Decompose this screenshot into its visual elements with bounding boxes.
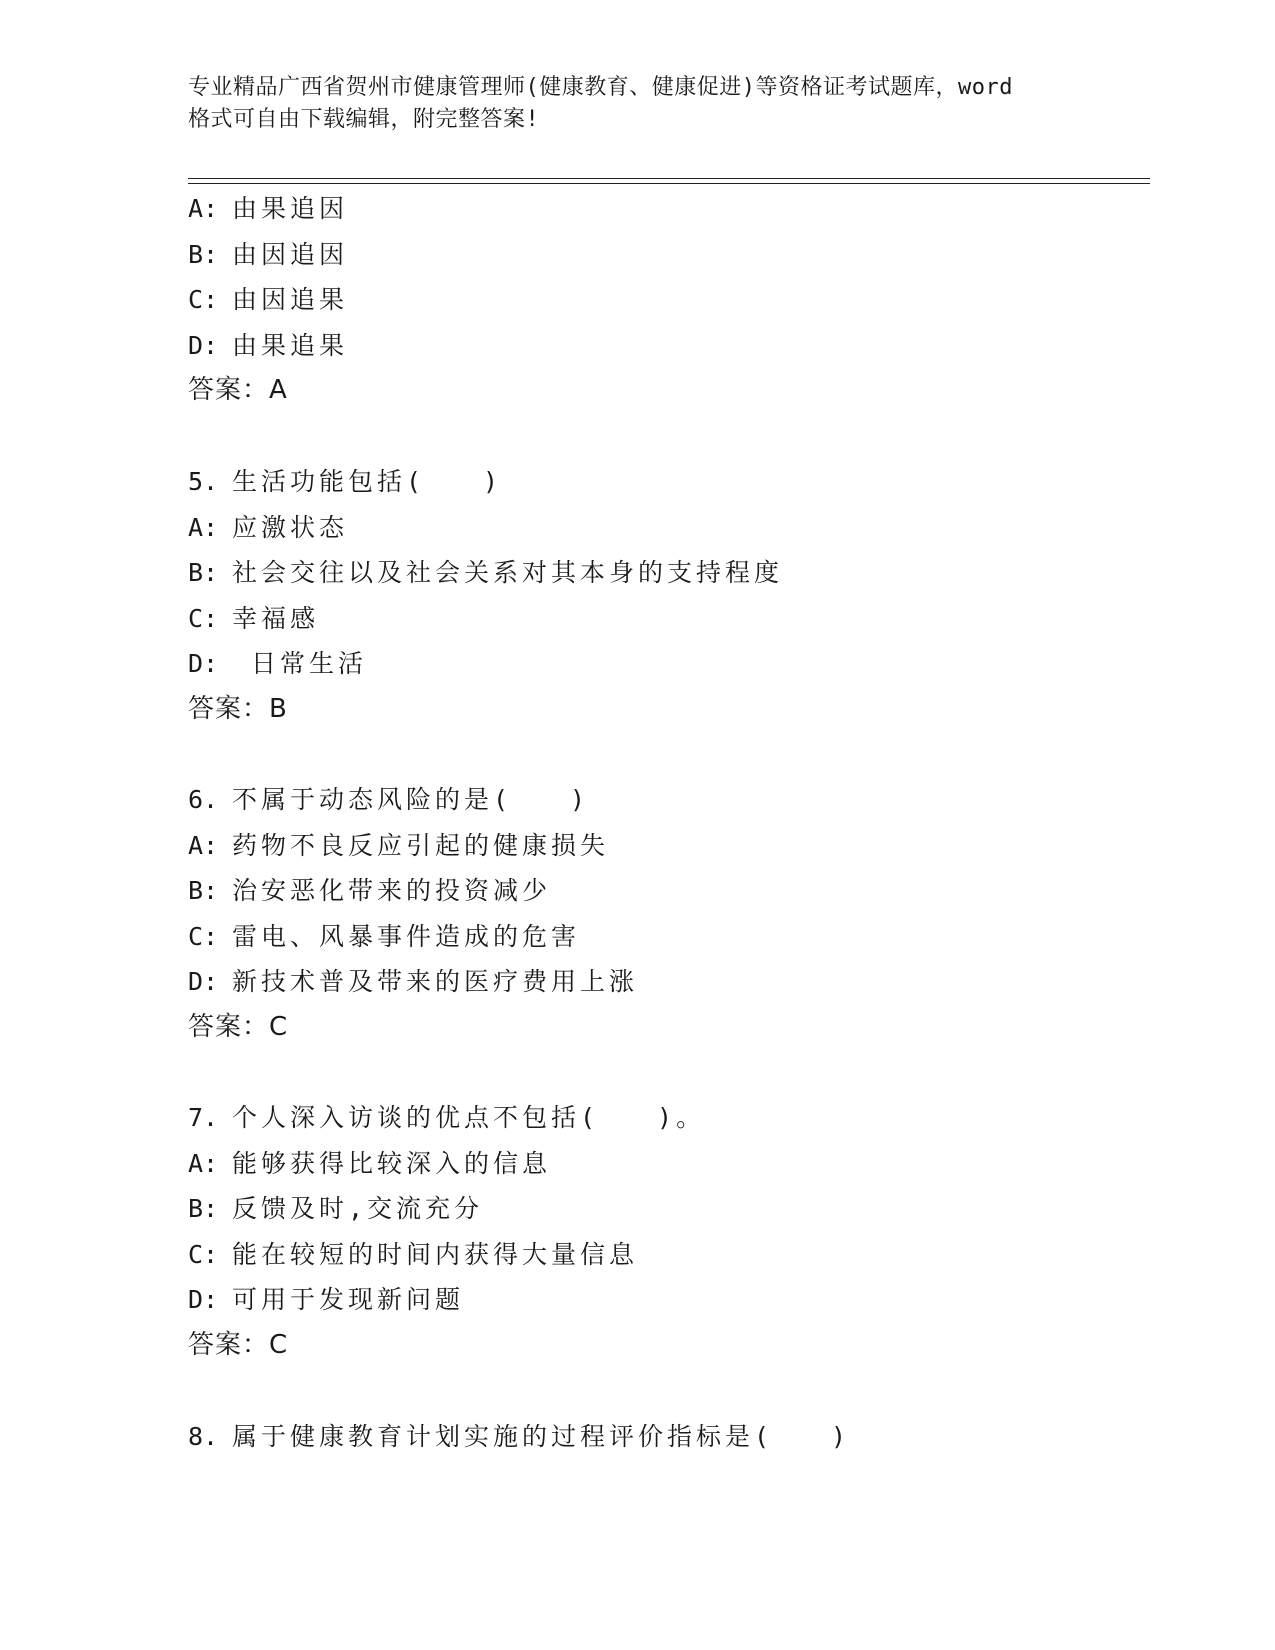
option-letter: A: (188, 830, 219, 860)
question-number: 8. (188, 1422, 219, 1451)
question-8 (188, 1414, 850, 1460)
option-text: 治安恶化带来的投资减少 (232, 876, 552, 905)
answer-line: 答案：C (188, 1329, 289, 1360)
header-line-1: 专业精品广西省贺州市健康管理师(健康教育、健康促进)等资格证考试题库，word (188, 75, 1013, 100)
option-text: 应激状态 (232, 512, 349, 542)
option-letter: A: (188, 512, 219, 542)
option-letter: B: (188, 239, 219, 269)
question-5 (188, 459, 783, 732)
answer-line: 答案：A (188, 375, 288, 405)
option-letter: C: (188, 603, 219, 633)
option-d (188, 641, 783, 687)
option-a (188, 1141, 705, 1187)
option-text: 新技术普及带来的医疗费用上涨 (232, 967, 639, 996)
option-letter: D: (188, 1285, 219, 1314)
question-text: 生活功能包括( ) (232, 467, 503, 496)
option-letter: C: (188, 921, 219, 951)
option-text: 由因追果 (232, 285, 349, 314)
option-c (188, 1232, 705, 1278)
option-text: 日常生活 (232, 649, 368, 678)
option-text: 幸福感 (232, 603, 320, 633)
option-b (188, 868, 638, 914)
header-divider-top (188, 178, 1150, 179)
header-divider-bottom (188, 183, 1150, 184)
option-text: 可用于发现新问题 (232, 1285, 465, 1314)
option-text: 药物不良反应引起的健康损失 (232, 830, 610, 860)
option-text: 能够获得比较深入的信息 (232, 1148, 552, 1178)
question-text: 属于健康教育计划实施的过程评价指标是( ) (232, 1422, 851, 1451)
question-4 (188, 186, 348, 414)
option-text: 社会交往以及社会关系对其本身的支持程度 (232, 558, 784, 587)
answer-line: 答案：B (188, 693, 288, 724)
question-stem (188, 777, 638, 823)
question-6 (188, 777, 638, 1050)
option-a (188, 505, 783, 551)
option-c (188, 277, 348, 323)
document-header (188, 72, 1108, 136)
option-letter: C: (188, 285, 219, 314)
option-d (188, 323, 348, 369)
option-letter: D: (188, 649, 219, 678)
option-letter: B: (188, 1194, 219, 1223)
option-letter: A: (188, 1148, 219, 1178)
option-d (188, 959, 638, 1005)
question-7 (188, 1095, 705, 1368)
option-b (188, 1186, 705, 1232)
option-letter: D: (188, 967, 219, 996)
option-text: 能在较短的时间内获得大量信息 (232, 1239, 639, 1269)
answer-line: 答案：C (188, 1011, 289, 1042)
question-number: 5. (188, 467, 219, 496)
header-line-2: 格式可自由下载编辑，附完整答案! (188, 107, 540, 132)
option-letter: D: (188, 330, 219, 360)
option-text: 反馈及时,交流充分 (232, 1194, 484, 1223)
question-number: 6. (188, 785, 219, 814)
option-c (188, 596, 783, 642)
option-a (188, 823, 638, 869)
question-stem (188, 1414, 850, 1460)
option-text: 由因追因 (232, 239, 349, 269)
option-text: 由果追果 (232, 330, 349, 360)
option-c (188, 914, 638, 960)
question-text: 不属于动态风险的是( ) (232, 785, 590, 814)
option-letter: C: (188, 1239, 219, 1269)
option-b (188, 232, 348, 278)
option-text: 雷电、风暴事件造成的危害 (232, 921, 581, 951)
option-a (188, 186, 348, 232)
question-number: 7. (188, 1103, 219, 1132)
option-letter: A: (188, 194, 219, 223)
option-text: 由果追因 (232, 194, 349, 223)
option-letter: B: (188, 876, 219, 905)
question-stem (188, 1095, 705, 1141)
question-text: 个人深入访谈的优点不包括( )。 (232, 1103, 706, 1132)
option-b (188, 550, 783, 596)
question-stem (188, 459, 783, 505)
option-d (188, 1277, 705, 1323)
option-letter: B: (188, 558, 219, 587)
